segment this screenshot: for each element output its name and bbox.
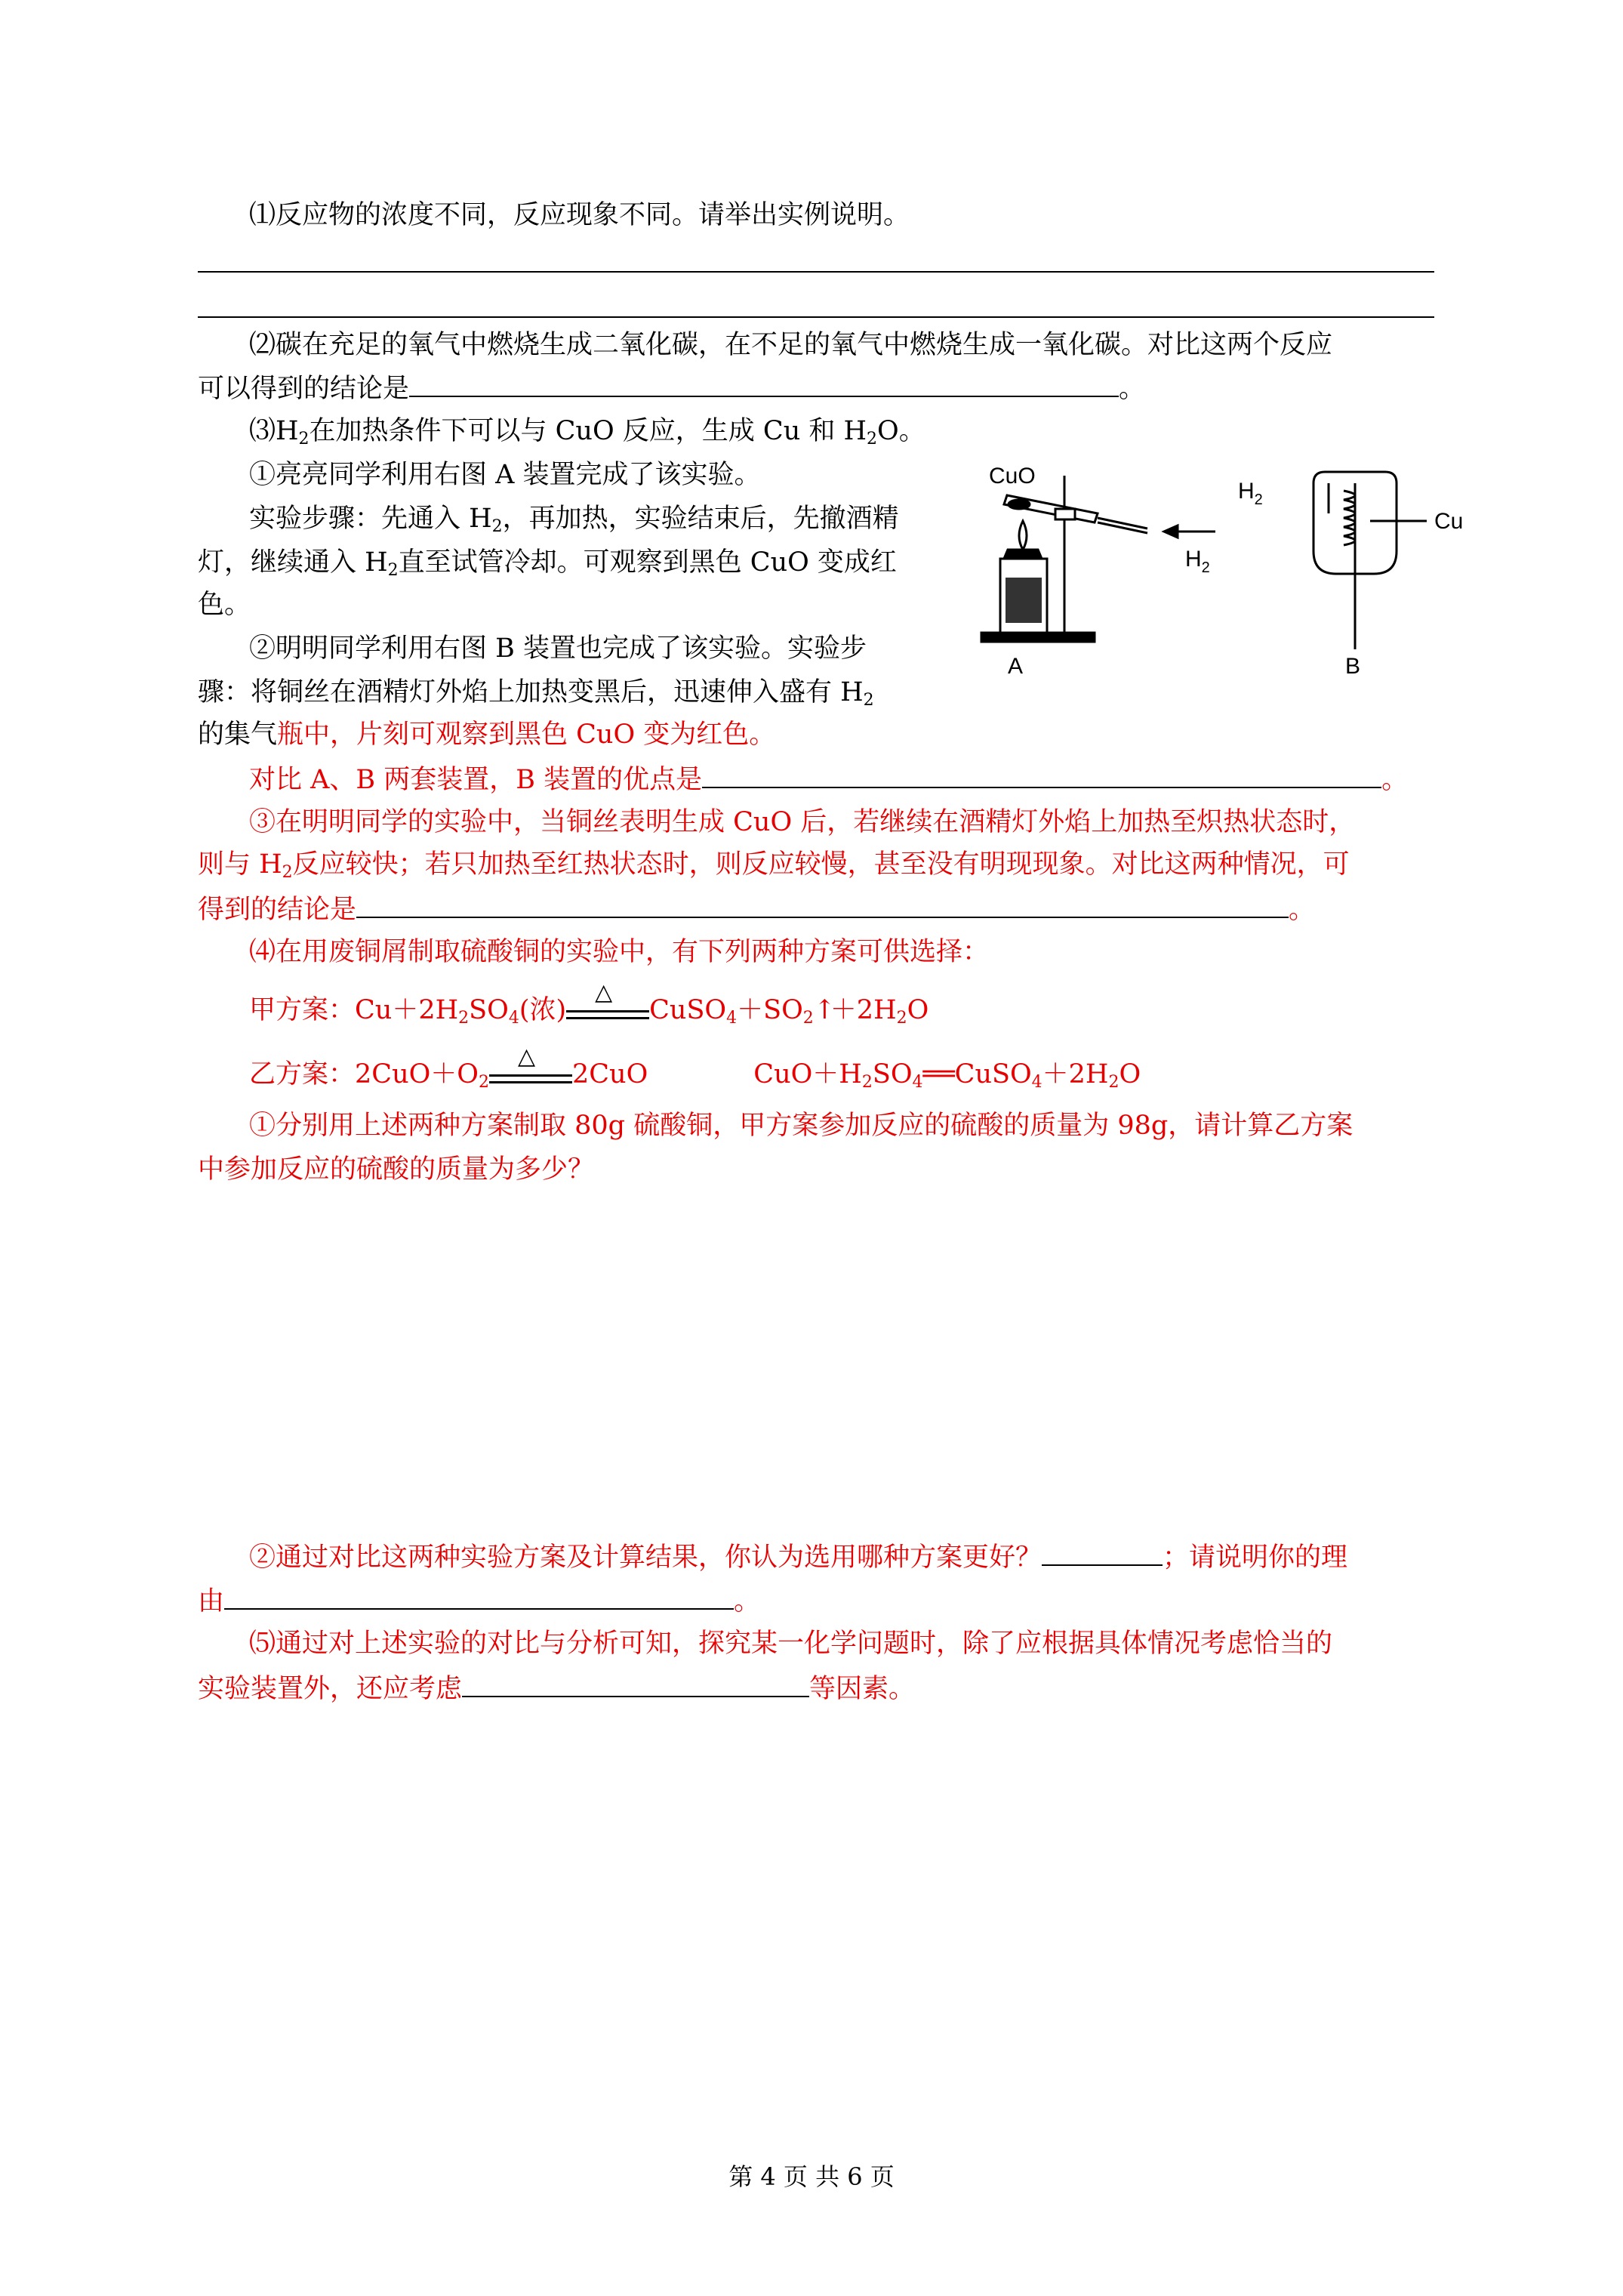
q2-answer-blank[interactable] bbox=[409, 370, 1119, 397]
q4-plan-a-right-b: ＋SO bbox=[737, 995, 803, 1025]
q3-p3-l2-sub: 2 bbox=[863, 691, 874, 710]
q4-plan-a-left-sub: 2 bbox=[458, 1009, 470, 1028]
q3-p4-suffix: 。 bbox=[1381, 765, 1409, 795]
q4-plan-a-right-sub2: 2 bbox=[802, 1009, 814, 1028]
figure-label-b: B bbox=[1345, 654, 1361, 679]
q4-plan-b-eq2-sub4: 2 bbox=[1108, 1073, 1119, 1092]
q2-suffix: 。 bbox=[1119, 374, 1146, 404]
q4-plan-b-eq2-d: ＋2H bbox=[1042, 1059, 1109, 1089]
q4-plan-a-left: Cu＋2H bbox=[355, 995, 459, 1025]
q3-p5-l3-prefix: 得到的结论是 bbox=[198, 895, 357, 925]
q4-plan-b-eq2-sub2: 4 bbox=[912, 1073, 923, 1092]
q3-p4-prefix: 对比 A、B 两套装置，B 装置的优点是 bbox=[249, 765, 703, 795]
q4-plan-a-left-b: SO bbox=[469, 995, 509, 1025]
figure-label-cuo: CuO bbox=[989, 464, 1036, 488]
q2-line2 bbox=[198, 370, 1145, 406]
q3-p2-l3-text: 色。 bbox=[198, 590, 251, 620]
q3-p2-l1-sub: 2 bbox=[491, 517, 503, 536]
q4-plan-a-right-d: O bbox=[907, 995, 929, 1025]
q4-intro-text: ⑷在用废铜屑制取硫酸铜的实验中，有下列两种方案可供选择： bbox=[249, 937, 990, 967]
q3-intro-b: 在加热条件下可以与 CuO 反应，生成 Cu 和 H bbox=[309, 416, 867, 446]
figure-label-h2-arrow-sub: 2 bbox=[1201, 559, 1210, 576]
q4-sub2-l2-suffix: 。 bbox=[734, 1586, 761, 1616]
q3-p3-l2-a: 骤：将铜丝在酒精灯外焰上加热变黑后，迅速伸入盛有 H bbox=[198, 677, 864, 707]
q4-intro bbox=[249, 935, 989, 969]
q4-plan-b-eq2-b: SO bbox=[872, 1059, 913, 1089]
q3-p2-l1-a: 实验步骤：先通入 H bbox=[249, 504, 492, 534]
q3-p2-l2-sub: 2 bbox=[387, 561, 399, 580]
q3-p2-l1 bbox=[249, 501, 899, 544]
q4-sub2-choice-blank[interactable] bbox=[1042, 1539, 1163, 1566]
gas-up-arrow-icon: ↑ bbox=[813, 995, 836, 1025]
answer-line-2 bbox=[198, 316, 1434, 318]
q4-plan-a-left-c: (浓) bbox=[519, 995, 567, 1025]
q3-p5-l2-sub: 2 bbox=[282, 863, 293, 882]
q3-p2-l3 bbox=[198, 587, 251, 622]
q3-intro bbox=[249, 414, 925, 457]
q4-plan-b-eq2-a: CuO＋H bbox=[753, 1059, 862, 1089]
q4-sub2-l1-a: ②通过对比这两种实验方案及计算结果，你认为选用哪种方案更好？ bbox=[249, 1542, 1042, 1573]
q4-plan-b-right: 2CuO bbox=[572, 1059, 648, 1089]
q4-plan-a-right-sub3: 2 bbox=[896, 1009, 907, 1028]
q4-plan-a bbox=[249, 979, 929, 1036]
q4-plan-b-left: 2CuO＋O bbox=[355, 1059, 479, 1089]
q3-p4-answer-blank[interactable] bbox=[702, 761, 1381, 788]
figure-label-h2-arrow bbox=[1185, 547, 1210, 576]
q2-prefix: 可以得到的结论是 bbox=[198, 374, 410, 404]
q4-plan-a-left-sub2: 4 bbox=[508, 1009, 519, 1028]
q3-intro-c: O。 bbox=[877, 416, 925, 446]
q5-l1 bbox=[249, 1626, 1332, 1661]
heat-equals-bar-4 bbox=[489, 1081, 572, 1083]
q3-p5-l1-text: ③在明明同学的实验中，当铜丝表明生成 CuO 后，若继续在酒精灯外焰上加热至炽热状态时， bbox=[249, 807, 1356, 837]
q4-plan-a-right-sub: 4 bbox=[726, 1009, 738, 1028]
q4-plan-a-right-c: ＋2H bbox=[830, 995, 897, 1025]
q3-p5-l2 bbox=[198, 847, 1350, 890]
q3-p3-l1 bbox=[249, 631, 867, 666]
q4-plan-b-left-sub: 2 bbox=[479, 1073, 489, 1092]
q4-sub2-l2 bbox=[198, 1583, 760, 1619]
q4-sub2-l1 bbox=[249, 1539, 1347, 1575]
figure-label-h2-top bbox=[1238, 479, 1263, 508]
q5-answer-blank[interactable] bbox=[462, 1670, 809, 1697]
q3-p3-l1-text: ②明明同学利用右图 B 装置也完成了该实验。实验步 bbox=[249, 633, 867, 664]
q4-sub1-l2 bbox=[198, 1152, 594, 1187]
figure-label-cu: Cu bbox=[1434, 509, 1464, 534]
q3-p3-l3 bbox=[198, 717, 775, 752]
q3-p3-l3-black: 的集气 bbox=[198, 720, 278, 750]
figure-label-h2-top-main: H bbox=[1238, 479, 1255, 504]
page-footer: 第 4 页 共 6 页 bbox=[728, 2162, 895, 2191]
answer-line-1 bbox=[198, 271, 1434, 273]
heat-triangle: △ bbox=[595, 979, 613, 1006]
q4-sub1-l2-text: 中参加反应的硫酸的质量为多少？ bbox=[198, 1154, 595, 1185]
q3-p5-answer-blank[interactable] bbox=[356, 891, 1289, 918]
q5-l1-text: ⑸通过对上述实验的对比与分析可知，探究某一化学问题时，除了应根据具体情况考虑恰当的 bbox=[249, 1629, 1333, 1659]
q3-p2-l2 bbox=[198, 545, 897, 588]
q3-p5-l2-a: 则与 H bbox=[198, 849, 282, 880]
q4-plan-a-right: CuSO bbox=[649, 995, 727, 1025]
q4-plan-b bbox=[249, 1043, 1141, 1100]
q3-p5-l1 bbox=[249, 805, 1355, 840]
q3-intro-a: ⑶H bbox=[249, 416, 299, 446]
q4-plan-b-eq2-sub3: 4 bbox=[1031, 1073, 1042, 1092]
q3-p1-text: ①亮亮同学利用右图 A 装置完成了该实验。 bbox=[249, 460, 761, 490]
q1-text bbox=[249, 198, 910, 233]
q4-plan-b-eq2-c: ══CuSO bbox=[922, 1059, 1032, 1089]
q3-p3-l2 bbox=[198, 675, 874, 718]
q5-l2-suffix: 等因素。 bbox=[809, 1674, 916, 1704]
q4-plan-b-eq2-e: O bbox=[1119, 1059, 1141, 1089]
q4-plan-b-eq2-sub: 2 bbox=[861, 1073, 873, 1092]
apparatus-a bbox=[981, 476, 1215, 642]
q5-l2-prefix: 实验装置外，还应考虑 bbox=[198, 1674, 463, 1704]
heat-triangle-2: △ bbox=[518, 1043, 536, 1070]
q3-p5-l3-suffix: 。 bbox=[1289, 895, 1316, 925]
q3-p5-l3 bbox=[198, 891, 1315, 927]
heat-equals-sign bbox=[566, 979, 649, 1036]
apparatus-b bbox=[1313, 472, 1427, 649]
q3-p2-l1-b: ，再加热，实验结束后，先撤酒精 bbox=[502, 504, 899, 534]
figure-label-a: A bbox=[1008, 654, 1024, 679]
q2-line1 bbox=[249, 328, 1332, 362]
apparatus-figure bbox=[959, 453, 1472, 680]
q3-p1 bbox=[249, 458, 761, 492]
q4-sub2-l1-b: ；请说明你的理 bbox=[1163, 1542, 1348, 1573]
heat-equals-bar-1 bbox=[566, 1010, 649, 1012]
q2-line1-text: ⑵碳在充足的氧气中燃烧生成二氧化碳，在不足的氧气中燃烧生成一氧化碳。对比这两个反应 bbox=[249, 330, 1333, 360]
q3-intro-sub2: 2 bbox=[867, 430, 878, 448]
q4-sub1-l1-text: ①分别用上述两种方案制取 80g 硫酸铜，甲方案参加反应的硫酸的质量为 98g，请计算乙方案 bbox=[249, 1111, 1354, 1141]
q3-p4 bbox=[249, 761, 1408, 797]
q4-plan-b-label: 乙方案： bbox=[249, 1059, 356, 1089]
heat-equals-bar-2 bbox=[566, 1017, 649, 1019]
q4-plan-a-label: 甲方案： bbox=[249, 995, 356, 1025]
q4-sub2-l2-prefix: 由 bbox=[198, 1586, 225, 1616]
q3-p5-l2-b: 反应较快；若只加热至红热状态时，则反应较慢，甚至没有明现现象。对比这两种情况，可 bbox=[292, 849, 1350, 880]
q3-p2-l2-a: 灯，继续通入 H bbox=[198, 547, 388, 578]
figure-label-h2-arrow-main: H bbox=[1185, 547, 1202, 572]
q3-p2-l2-b: 直至试管冷却。可观察到黑色 CuO 变成红 bbox=[398, 547, 897, 578]
q3-p3-l3-red: 瓶中，片刻可观察到黑色 CuO 变为红色。 bbox=[277, 720, 776, 750]
q5-l2 bbox=[198, 1670, 915, 1706]
heat-equals-sign-2 bbox=[489, 1043, 572, 1100]
figure-label-h2-top-sub: 2 bbox=[1254, 492, 1263, 508]
heat-equals-bar-3 bbox=[489, 1074, 572, 1077]
q1-label: ⑴反应物的浓度不同，反应现象不同。请举出实例说明。 bbox=[249, 200, 910, 230]
q4-sub1-l1 bbox=[249, 1108, 1353, 1143]
q4-sub2-reason-blank[interactable] bbox=[224, 1583, 734, 1610]
q3-intro-sub: 2 bbox=[298, 430, 310, 448]
